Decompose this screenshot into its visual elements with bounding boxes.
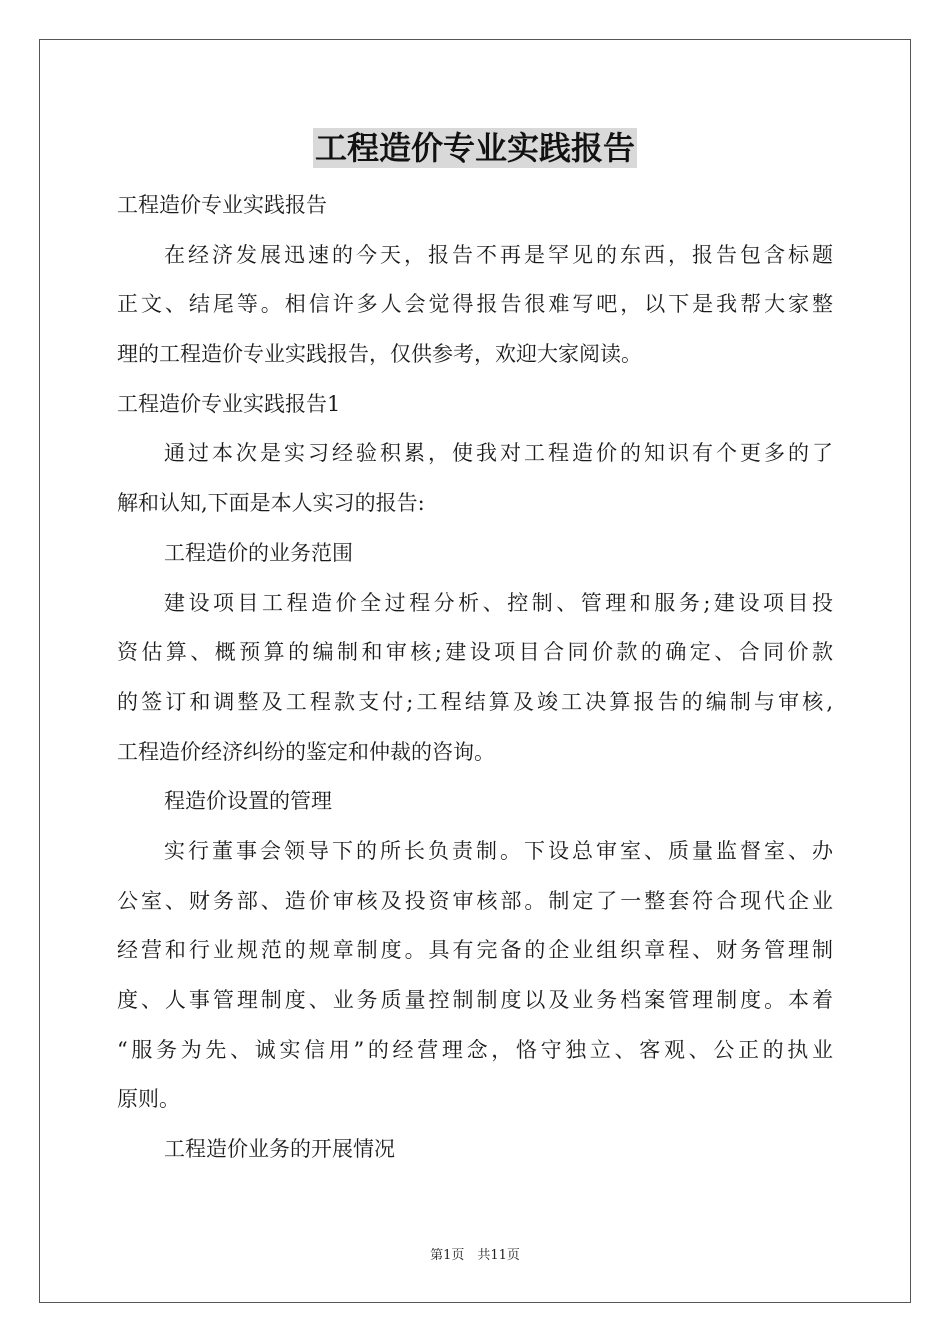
title-wrap — [0, 128, 950, 168]
body-line: 正文、结尾等。相信许多人会觉得报告很难写吧，以下是我帮大家整 — [117, 292, 833, 317]
body-line: 解和认知,下面是本人实习的报告: — [117, 491, 425, 516]
body-line: 工程造价专业实践报告1 — [117, 391, 341, 416]
body-line: 实行董事会领导下的所长负责制。下设总审室、质量监督室、办 — [164, 838, 833, 863]
body-line: 原则。 — [117, 1087, 180, 1112]
document-title: 工程造价专业实践报告 — [314, 129, 635, 167]
body-line: 在经济发展迅速的今天，报告不再是罕见的东西，报告包含标题 — [164, 242, 833, 267]
body-line: 公室、财务部、造价审核及投资审核部。制定了一整套符合现代企业 — [117, 888, 833, 913]
body-line: “服务为先、诚实信用”的经营理念，恪守独立、客观、公正的执业 — [117, 1037, 833, 1062]
body-line: 工程造价业务的开展情况 — [164, 1137, 395, 1162]
page-footer: 第1页 共11页 — [430, 1248, 520, 1263]
document-body — [117, 181, 833, 1175]
body-line: 的签订和调整及工程款支付;工程结算及竣工决算报告的编制与审核, — [117, 689, 833, 714]
body-line: 资估算、概预算的编制和审核;建设项目合同价款的确定、合同价款 — [117, 640, 833, 665]
body-line: 度、人事管理制度、业务质量控制制度以及业务档案管理制度。本着 — [117, 988, 833, 1012]
body-line: 建设项目工程造价全过程分析、控制、管理和服务;建设项目投 — [164, 590, 833, 615]
body-line: 理的工程造价专业实践报告，仅供参考，欢迎大家阅读。 — [117, 342, 642, 367]
body-line: 工程造价经济纠纷的鉴定和仲裁的咨询。 — [117, 739, 495, 764]
body-line: 工程造价的业务范围 — [164, 540, 353, 565]
body-line: 通过本次是实习经验积累，使我对工程造价的知识有个更多的了 — [164, 441, 833, 466]
body-line: 经营和行业规范的规章制度。具有完备的企业组织章程、财务管理制 — [117, 938, 833, 963]
body-line: 程造价设置的管理 — [164, 789, 332, 814]
body-line: 工程造价专业实践报告 — [117, 193, 327, 217]
